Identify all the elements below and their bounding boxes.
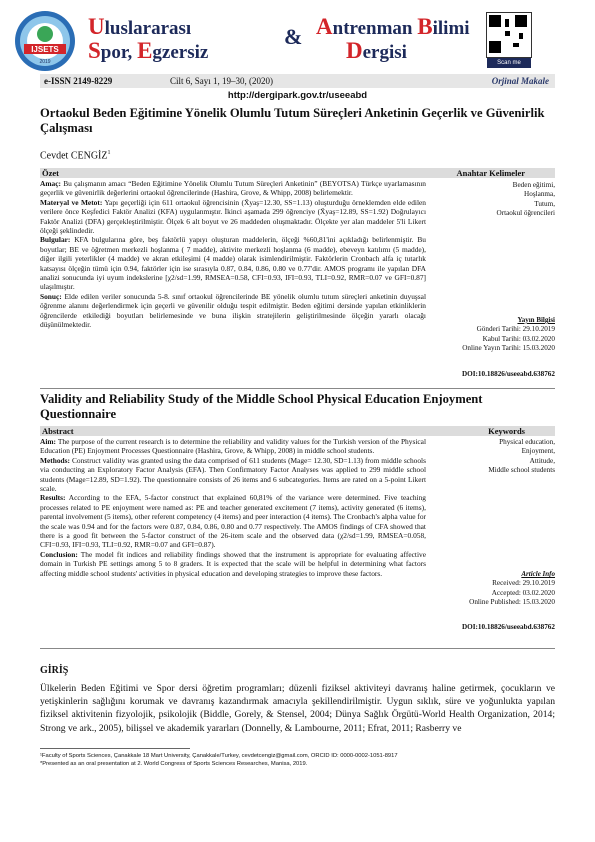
abstract-header-en: Abstract Keywords bbox=[40, 426, 555, 436]
intro-paragraph: Ülkelerin Beden Eğitimi ve Spor dersi öğretim programları; düzenli fiziksel aktiviteyi davranış haline getirmek, çocukların ve yetişkinlerin sağlığını korumak ve davranış kazandırmak amacıyla şekillendirilmiştir. Uygun sıklık, süre ve yoğunlukta yapılan fiziksel aktivitenin fizyolojik, psikolojik (Biddle, Gorely, & Stensel, 2004; Dünya Sağlık Örgütü-World Health Organization, 2014; Strong ve ark., 2005), bilişsel ve akademik yararları (Donnelly, & Lambourne, 2011; Efrat, 2011; Rasberry ve bbox=[40, 683, 555, 734]
article-type: Orjinal Makale bbox=[491, 76, 549, 86]
abstract-header-tr: Özet Anahtar Kelimeler bbox=[40, 168, 555, 178]
logo-year: 2019 bbox=[39, 59, 51, 65]
article-title-tr: Ortaokul Beden Eğitimine Yönelik Olumlu Tutum Süreçleri Anketinin Geçerlik ve Güvenirlik Çalışması bbox=[40, 106, 545, 135]
article-info-en: Article Info Received: 29.10.2019 Accepted: 03.02.2020 Online Published: 15.03.2020 bbox=[469, 570, 555, 607]
footnote-divider bbox=[40, 748, 190, 749]
qr-code-icon bbox=[486, 12, 532, 58]
keywords-tr: Beden eğitimi, Hoşlanma, Tutum, Ortaokul öğrencileri bbox=[496, 181, 555, 218]
journal-url[interactable]: http://dergipark.gov.tr/useeabd bbox=[227, 90, 368, 101]
issn: e-ISSN 2149-8229 bbox=[44, 76, 113, 86]
doi-tr[interactable]: DOI:10.18826/useeabd.638762 bbox=[461, 370, 555, 378]
section-divider bbox=[40, 388, 555, 389]
article-title-en: Validity and Reliability Study of the Middle School Physical Education Enjoyment Questionnaire bbox=[40, 392, 483, 421]
author-name: Cevdet CENGİZ$^1$ bbox=[40, 150, 111, 162]
footnote-affiliation: ¹Faculty of Sports Sciences, Çanakkale 18 Mart University, Çanakkale/Turkey, cevdetcengiz@gmail.com, ORCID ID: 0000-0002-1051-8917 bbox=[40, 753, 398, 759]
journal-title: Uluslararası Spor, Egzersiz & Antrenman Bilimi Dergisi bbox=[88, 14, 470, 63]
section-divider bbox=[40, 648, 555, 649]
journal-logo bbox=[14, 10, 76, 72]
abstract-en: Aim: The purpose of the current research is to determine the reliability and validity values for the Turkish version of the Physical Education (PE) Enjoyment Processes Questionnaire (Hashira, Grove, & Whipp, 2008) in middle school students. Methods: Construct validity was granted using the data comprised of 611 students (Mage= 12.30, SD=1.13) from middle schools via conducting an Exploratory Factor Analysis (EFA). Then Confirmatory Factor Analyses was applied to 299 middle school students (Mage=12.89, SD=1.92). The questionnaire consists of 26 items and 6 subcategories. Items are rated on a 5-point Likert scale. Results: According to the EFA, 5-factor construct that explained 60,81% of the variance were determined. Five teaching processes related to PE enjoyment were named as: PE and teacher generated excitement (7 items), activity generated (6 items), parental involvement (5 items), other referent competency (4 items) and peer interaction (4 items). The Cronbach's alpha value for the scale was 0.94 and for the factors were 0.87, 0.84, 0.86, 0.80 and 0.77 respectively. The AMOS findings of CFA showed that there is a good fit between the 5-factor construct of the 26-item scale and the observed data (χ2/sd=1.99, RMSEA=0.058, CFI=0.93, IFI=0.93, TLI=0.92, RMR=0.07 and GFI=0.87). Conclusion: The model fit indices and reliability findings showed that the instrument is appropriate for evaluating affective domain in Turkish PE settings among 5 to 8 graders. It is expected that the scale will be helpful in determining what factors affecting middle school students' activities in physical education and developing strategies to improve these factors. bbox=[40, 437, 426, 578]
article-info-tr: Yayın Bilgisi Gönderi Tarihi: 29.10.2019 Kabul Tarihi: 03.02.2020 Online Yayın Tarihi: 15.03.2020 bbox=[462, 316, 555, 353]
scan-me-label: Scan me bbox=[487, 58, 531, 68]
footnote-presentation: *Presented as an oral presentation at 2. World Congress of Sports Sciences Researches, Manisa, 2019. bbox=[40, 761, 308, 767]
doi-en[interactable]: DOI:10.18826/useeabd.638762 bbox=[461, 623, 555, 631]
title-ampersand: & bbox=[284, 24, 303, 49]
keywords-en: Physical education, Enjoyment, Attitude, Middle school students bbox=[488, 438, 555, 475]
section-heading-intro: GİRİŞ bbox=[40, 665, 69, 676]
volume-info: Cilt 6, Sayı 1, 19–30, (2020) bbox=[170, 76, 273, 86]
logo-text: IJSETS bbox=[31, 45, 59, 54]
abstract-tr: Amaç: Bu çalışmanın amacı “Beden Eğitimine Yönelik Olumlu Tutum Süreçleri Anketinin” (BEYOTSA) Türkçe uyarlamasının geçerlik ve güvenirlik değerlerini ortaokul öğrencilerinde (Hashira, Grove, & Whipp, 2008) belirlemektir. Materyal ve Metot: Yapı geçerliği için 611 ortaokul öğrencisinin (X̄yaş=12.30, SS=1.13) oluşturduğu örneklemden elde edilen verilere önce Keşfedici Faktör Analizi (KFA) uygulanmıştır. İkinci aşamada 299 öğrenciye (X̄yaş=12.89, SS=1.92) Doğrulayıcı Faktör Analizi (DFA) gerçekleştirilmiştir. Ölçek 6 alt boyut ve 26 maddeden oluşmaktadır. Ölçekte yer alan maddeler 5'li Likert ölçeği şeklindedir. Bulgular: KFA bulgularına göre, beş faktörlü yapıyı oluşturan maddelerin, ölçeği %60,81'ini açıkladığı belirlenmiştir. Bu boyutlar; BE ve öğretmen merkezli hoşlanma ( 7 madde), aktivite merkezli hoşlanma (6 madde), ebeveyn katılımı (5 madde), diğer ilgili yeterlikler (4 madde) ve akran etkileşimi (4 madde) olarak isimlendirilmiştir. Faktörlerin Cronbach alfa iç tutarlık katsayısı ölçeğin tümü için 0.94, faktörler için ise sırasıyla 0.87, 0.84, 0.86, 0.80 ve 0.77'dir. AMOS programı ile yapılan DFA analizi sonucunda iyi uyum indekslerine [χ2/sd=1.99, RMSEA=0.58, CFI=0.93, IFI=0.93, TLI=0.92, RMR=0.07 ve GFI=0.87] ulaşılmıştır. Sonuç: Elde edilen veriler sonucunda 5-8. sınıf ortaokul öğrencilerinde BE yönelik olumlu tutum süreçleri anketinin duyuşsal öğrenme alanını değerlendirmek için geçerli ve güvenilir olduğu tespit edilmiştir. Beden eğitimi dersinde yapılan etkinliklerin öğrencilerde etkilediği boyutları belirlemesinde ve buna ilişkin stratejilerin geliştirilmesinde ölçeğin yararlı olacağı düşünülmektedir. bbox=[40, 179, 426, 330]
issue-bar bbox=[40, 74, 555, 88]
